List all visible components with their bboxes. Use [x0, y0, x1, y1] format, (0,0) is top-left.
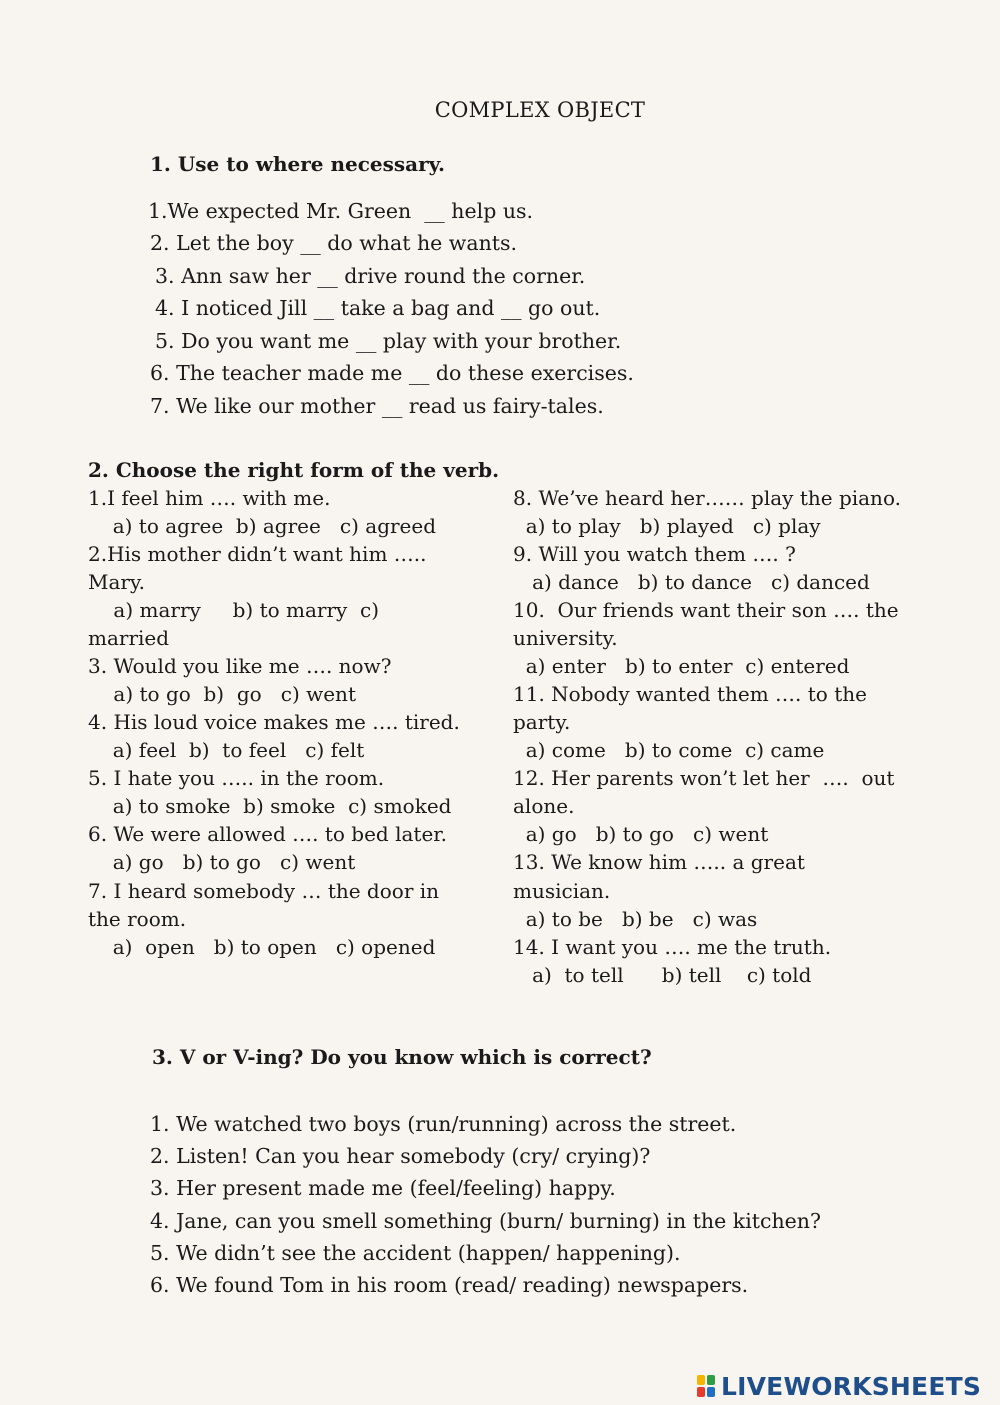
logo-text: LIVEWORKSHEETS — [721, 1372, 982, 1401]
section3-item: 5. We didn’t see the accident (happen/ happening). — [150, 1241, 681, 1265]
section3-item: 3. Her present made me (feel/feeling) happy. — [150, 1176, 616, 1200]
answer-options: a) to be b) be c) was — [513, 907, 758, 931]
question-line: university. — [513, 626, 618, 650]
section1-item: 1.We expected Mr. Green __ help us. — [148, 199, 534, 223]
question-line: 7. I heard somebody … the door in — [88, 879, 440, 903]
section2-heading: 2. Choose the right form of the verb. — [88, 458, 500, 482]
question-line: 3. Would you like me …. now? — [88, 654, 392, 678]
question-line: party. — [513, 710, 571, 734]
answer-options: married — [88, 626, 170, 650]
section3-item: 2. Listen! Can you hear somebody (cry/ crying)? — [150, 1144, 651, 1168]
answer-options: a) marry b) to marry c) — [88, 598, 380, 622]
question-line: 10. Our friends want their son …. the — [513, 598, 899, 622]
section1-item: 3. Ann saw her __ drive round the corner. — [155, 264, 586, 288]
question-line: 5. I hate you ….. in the room. — [88, 766, 385, 790]
section3-item: 1. We watched two boys (run/running) across the street. — [150, 1112, 737, 1136]
question-line: 14. I want you …. me the truth. — [513, 935, 832, 959]
section3-item: 4. Jane, can you smell something (burn/ burning) in the kitchen? — [150, 1209, 822, 1233]
question-line: the room. — [88, 907, 187, 931]
section3-item: 6. We found Tom in his room (read/ reading) newspapers. — [150, 1273, 749, 1297]
question-line: 2.His mother didn’t want him ….. — [88, 542, 427, 566]
answer-options: a) to smoke b) smoke c) smoked — [100, 794, 452, 818]
liveworksheets-logo-icon — [697, 1375, 717, 1399]
question-line: alone. — [513, 794, 575, 818]
question-line: 9. Will you watch them …. ? — [513, 542, 796, 566]
answer-options: a) go b) to go c) went — [513, 822, 769, 846]
answer-options: a) go b) to go c) went — [100, 850, 356, 874]
question-line: musician. — [513, 879, 611, 903]
answer-options: a) to go b) go c) went — [88, 682, 356, 706]
answer-options: a) dance b) to dance c) danced — [513, 570, 870, 594]
answer-options: a) to agree b) agree c) agreed — [100, 514, 437, 538]
section1-item: 7. We like our mother __ read us fairy-tales. — [150, 394, 604, 418]
section1-item: 4. I noticed Jill __ take a bag and __ go out. — [155, 296, 601, 320]
page-title: COMPLEX OBJECT — [434, 98, 646, 122]
question-line: 1.I feel him …. with me. — [88, 486, 331, 510]
section1-item: 2. Let the boy __ do what he wants. — [150, 231, 518, 255]
section1-item: 5. Do you want me __ play with your brother. — [155, 329, 622, 353]
section1-heading: 1. Use to where necessary. — [150, 152, 445, 176]
liveworksheets-logo — [697, 1372, 981, 1401]
answer-options: a) to play b) played c) play — [513, 514, 821, 538]
answer-options: a) to tell b) tell c) told — [513, 963, 812, 987]
question-line: 6. We were allowed …. to bed later. — [88, 822, 448, 846]
answer-options: a) enter b) to enter c) entered — [513, 654, 850, 678]
question-line: 13. We know him ….. a great — [513, 850, 805, 874]
question-line: 8. We’ve heard her…… play the piano. — [513, 486, 901, 510]
answer-options: a) feel b) to feel c) felt — [100, 738, 365, 762]
question-line: 11. Nobody wanted them …. to the — [513, 682, 867, 706]
question-line: 12. Her parents won’t let her …. out — [513, 766, 895, 790]
answer-options: a) come b) to come c) came — [513, 738, 825, 762]
question-line: 4. His loud voice makes me …. tired. — [88, 710, 460, 734]
answer-options: a) open b) to open c) opened — [100, 935, 436, 959]
section3-heading: 3. V or V-ing? Do you know which is correct? — [152, 1045, 652, 1069]
question-line: Mary. — [88, 570, 145, 594]
section1-item: 6. The teacher made me __ do these exercises. — [150, 361, 634, 385]
